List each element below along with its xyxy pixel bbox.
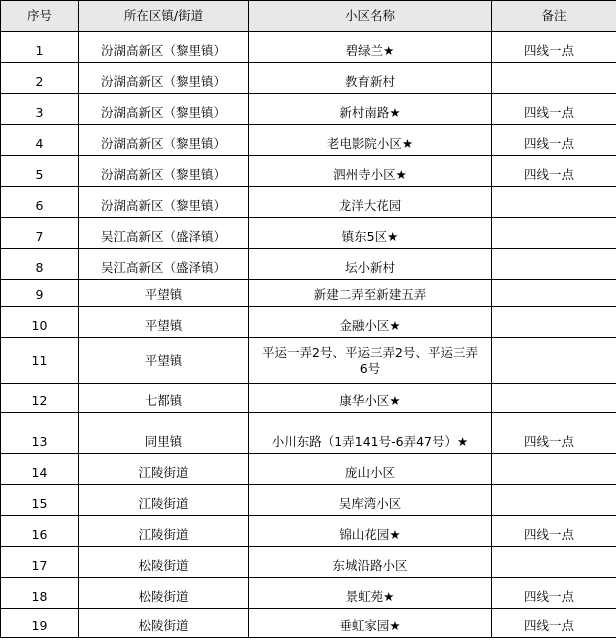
cell-remark: 四线一点 xyxy=(492,32,616,63)
header-cell-town: 所在区镇/街道 xyxy=(79,1,249,32)
table-row xyxy=(1,547,616,578)
cell-community: 龙洋大花园 xyxy=(249,187,492,218)
table-row xyxy=(1,187,616,218)
cell-remark: 四线一点 xyxy=(492,156,616,187)
cell-no: 11 xyxy=(1,338,79,384)
cell-community: 镇东5区★ xyxy=(249,218,492,249)
cell-remark: 四线一点 xyxy=(492,516,616,547)
cell-no: 14 xyxy=(1,454,79,485)
table-row xyxy=(1,125,616,156)
header-row xyxy=(1,1,616,32)
cell-remark xyxy=(492,384,616,413)
table-row xyxy=(1,516,616,547)
cell-remark xyxy=(492,280,616,307)
cell-community: 东城沿路小区 xyxy=(249,547,492,578)
cell-town: 同里镇 xyxy=(79,413,249,454)
cell-town: 吴江高新区（盛泽镇） xyxy=(79,249,249,280)
cell-town: 松陵街道 xyxy=(79,547,249,578)
cell-community: 庞山小区 xyxy=(249,454,492,485)
cell-no: 1 xyxy=(1,32,79,63)
cell-remark: 四线一点 xyxy=(492,609,616,638)
cell-community: 锦山花园★ xyxy=(249,516,492,547)
table-row xyxy=(1,578,616,609)
table-row xyxy=(1,384,616,413)
cell-remark xyxy=(492,338,616,384)
cell-town: 江陵街道 xyxy=(79,485,249,516)
cell-remark xyxy=(492,485,616,516)
cell-remark xyxy=(492,249,616,280)
header-cell-no: 序号 xyxy=(1,1,79,32)
table-row xyxy=(1,338,616,384)
table-row xyxy=(1,413,616,454)
table-row xyxy=(1,454,616,485)
cell-community: 小川东路（1弄141号-6弄47号）★ xyxy=(249,413,492,454)
cell-no: 6 xyxy=(1,187,79,218)
table-row xyxy=(1,156,616,187)
cell-remark xyxy=(492,187,616,218)
cell-town: 平望镇 xyxy=(79,307,249,338)
cell-community: 吴库湾小区 xyxy=(249,485,492,516)
cell-community: 新建二弄至新建五弄 xyxy=(249,280,492,307)
table-row xyxy=(1,32,616,63)
cell-remark xyxy=(492,63,616,94)
cell-no: 3 xyxy=(1,94,79,125)
cell-town: 汾湖高新区（黎里镇） xyxy=(79,125,249,156)
cell-community: 教育新村 xyxy=(249,63,492,94)
cell-community: 金融小区★ xyxy=(249,307,492,338)
cell-no: 17 xyxy=(1,547,79,578)
table-row xyxy=(1,249,616,280)
cell-remark: 四线一点 xyxy=(492,94,616,125)
cell-town: 平望镇 xyxy=(79,280,249,307)
cell-community: 景虹苑★ xyxy=(249,578,492,609)
cell-no: 16 xyxy=(1,516,79,547)
cell-town: 汾湖高新区（黎里镇） xyxy=(79,32,249,63)
cell-community: 老电影院小区★ xyxy=(249,125,492,156)
cell-community: 碧绿兰★ xyxy=(249,32,492,63)
cell-no: 8 xyxy=(1,249,79,280)
cell-town: 吴江高新区（盛泽镇） xyxy=(79,218,249,249)
cell-town: 平望镇 xyxy=(79,338,249,384)
cell-no: 10 xyxy=(1,307,79,338)
cell-remark: 四线一点 xyxy=(492,413,616,454)
table-row xyxy=(1,63,616,94)
cell-remark: 四线一点 xyxy=(492,125,616,156)
cell-no: 7 xyxy=(1,218,79,249)
header-cell-community: 小区名称 xyxy=(249,1,492,32)
cell-no: 5 xyxy=(1,156,79,187)
cell-remark: 四线一点 xyxy=(492,578,616,609)
cell-town: 松陵街道 xyxy=(79,609,249,638)
table-row xyxy=(1,609,616,638)
cell-remark xyxy=(492,218,616,249)
cell-no: 19 xyxy=(1,609,79,638)
cell-remark xyxy=(492,454,616,485)
cell-community: 垂虹家园★ xyxy=(249,609,492,638)
table-row xyxy=(1,94,616,125)
cell-community: 新村南路★ xyxy=(249,94,492,125)
cell-no: 4 xyxy=(1,125,79,156)
cell-community: 康华小区★ xyxy=(249,384,492,413)
cell-town: 汾湖高新区（黎里镇） xyxy=(79,94,249,125)
cell-town: 江陵街道 xyxy=(79,516,249,547)
cell-no: 2 xyxy=(1,63,79,94)
cell-no: 13 xyxy=(1,413,79,454)
table-row xyxy=(1,485,616,516)
cell-town: 松陵街道 xyxy=(79,578,249,609)
cell-town: 江陵街道 xyxy=(79,454,249,485)
cell-community: 平运一弄2号、平运三弄2号、平运三弄6号 xyxy=(249,338,492,384)
cell-remark xyxy=(492,307,616,338)
cell-town: 汾湖高新区（黎里镇） xyxy=(79,187,249,218)
cell-town: 七都镇 xyxy=(79,384,249,413)
cell-community: 泗州寺小区★ xyxy=(249,156,492,187)
table-row xyxy=(1,218,616,249)
cell-town: 汾湖高新区（黎里镇） xyxy=(79,63,249,94)
cell-town: 汾湖高新区（黎里镇） xyxy=(79,156,249,187)
cell-no: 18 xyxy=(1,578,79,609)
cell-no: 9 xyxy=(1,280,79,307)
cell-remark xyxy=(492,547,616,578)
table-row xyxy=(1,307,616,338)
header-cell-remark: 备注 xyxy=(492,1,616,32)
cell-no: 12 xyxy=(1,384,79,413)
cell-community: 坛小新村 xyxy=(249,249,492,280)
table-row xyxy=(1,280,616,307)
cell-no: 15 xyxy=(1,485,79,516)
